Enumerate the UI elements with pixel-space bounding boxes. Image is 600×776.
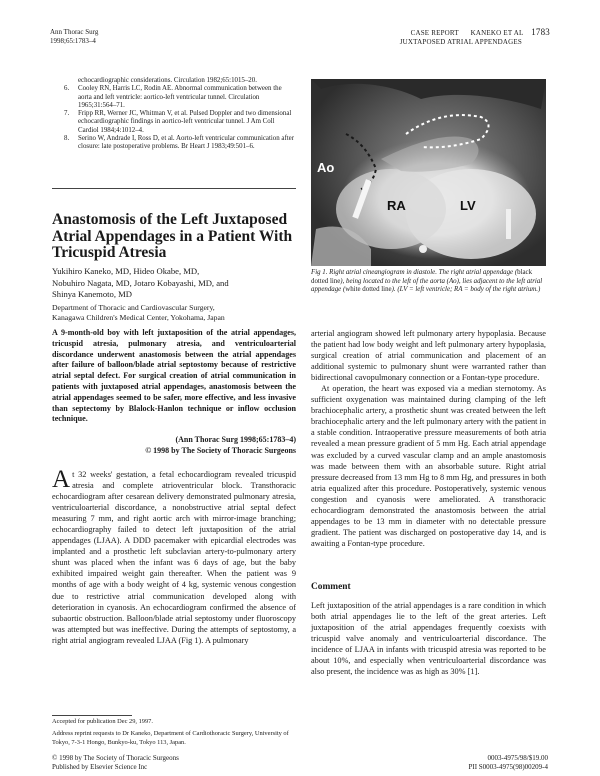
article-authors: Yukihiro Kaneko, MD, Hideo Okabe, MD, Nobuhiro Nagata, MD, Jotaro Kobayashi, MD, and Shinya Kanemoto, MD bbox=[52, 266, 229, 299]
article-affiliation: Department of Thoracic and Cardiovascular Surgery, Kanagawa Children's Medical Center, Yokohama, Japan bbox=[52, 303, 225, 322]
article-citation: (Ann Thorac Surg 1998;65:1783–4) © 1998 by The Society of Thoracic Surgeons bbox=[145, 435, 296, 455]
body-text-right bbox=[311, 328, 546, 549]
angiogram-figure bbox=[311, 79, 546, 266]
running-header-left bbox=[50, 28, 98, 46]
short-title: JUXTAPOSED ATRIAL APPENDAGES bbox=[399, 38, 522, 46]
reference-item: echocardiographic considerations. Circulation 1982;65:1015–20. bbox=[78, 77, 257, 84]
authors-short: KANEKO ET AL bbox=[470, 29, 524, 37]
paragraph: At operation, the heart was exposed via a median sternotomy. As sufficient oxygenation was maintained during clamping of the left brachiocephalic artery, a prosthetic shunt was created between the left brachiocephalic artery and the left pulmonary artery with the patient in a stable condition. Intraoperative pressure measurements of both atria revealed a mean pressure gradient of 5 mm Hg. Each atrial appendage was excluded by a curved vascular clamp and an ample anastomosis was made between them with an absorbable suture. Right atrial pressure decreased from 13 mm Hg to 8 mm Hg, and pressures in both atria equalized after this procedure. Postoperatively, systemic venous congestion and cyanosis were ameliorated. A transthoracic echocardiogram demonstrated the anastomosis between the atrial appendages to be 13 mm in diameter with no detectable pressure gradient. The patient was discharged on postoperative day 14, and is awaiting a Fontan-type procedure. bbox=[311, 384, 546, 548]
journal-name: Ann Thorac Surg bbox=[50, 28, 99, 36]
reference-item: 6. Cooley RN, Harris LC, Rodin AE. Abnormal communication between the aorta and left ventricle: aortico-left ventricular tunnel. Circulation 1965;31:564–71. bbox=[64, 85, 282, 109]
section-divider bbox=[52, 188, 296, 189]
paragraph: arterial angiogram showed left pulmonary artery hypoplasia. Because the patient had low body weight and left pulmonary artery hypoplasia, surgical creation of atrial communication and placement of an additional systemic to pulmonary shunt were warranted rather than bidirectional cavopulmonary connection or a Fontan-type procedure. bbox=[311, 329, 546, 383]
label-left-ventricle: LV bbox=[460, 198, 476, 213]
accepted-note: Accepted for publication Dec 29, 1997. bbox=[52, 718, 153, 725]
footer-right: 0003-4975/98/$19.00 PII S0003-4975(98)00209-4 bbox=[468, 754, 548, 771]
comment-paragraph: Left juxtaposition of the atrial appendages is a rare condition in which both atrial appendages lie to the left of the great arteries. Left juxtaposition of the atrial appendages frequently coexists with tricuspid valve anomaly and ventriculoarterial discordance. The incidence of LJAA in infants with tricuspid atresia was reported to be about 10%, and especially when ventriculoarterial discordance was also present, the incidence was as high as 30% [1]. bbox=[311, 601, 546, 677]
drop-cap: A bbox=[52, 466, 71, 493]
reference-item: 8. Serino W, Andrade I, Ross D, et al. Aorto-left ventricular communication after closure: late postoperative problems. Br Heart J 1983;49:501–6. bbox=[64, 135, 295, 151]
journal-volume: 1998;65:1783–4 bbox=[50, 37, 96, 45]
figure-caption: Fig 1. Right atrial cineangiogram in diastole. The right atrial appendage (black dotted line), being located to the left of the aorta (Ao), lies adjacent to the left atrial appendage (white dotted line). (LV = left ventricle; RA = body of the right atrium.) bbox=[311, 269, 543, 294]
page-number: 1783 bbox=[531, 27, 550, 37]
references-list bbox=[52, 77, 296, 152]
reprint-address: Address reprint requests to Dr Kaneko, Department of Cardiothoracic Surgery, University of Tokyo, 7-3-1 Hongo, Bunkyo-ku, Tokyo 113, Japan. bbox=[52, 730, 289, 746]
section-heading-comment: Comment bbox=[311, 582, 351, 592]
angiogram-image bbox=[311, 79, 546, 266]
article-abstract: A 9-month-old boy with left juxtaposition of the atrial appendages, tricuspid atresia, pulmonary atresia, and ventriculoarterial discordance underwent anastomosis between the atrial appendages after failure of balloon/blade atrial septostomy because of restrictive atrial septal defect. For surgical creation of atrial communication in patients with juxtaposed atrial appendages, anastomosis between the atrial appendages seemed to be safer, more effective, and less invasive than septectomy by Blalock-Hanlon technique or inflow occlusion technique. bbox=[52, 328, 296, 424]
label-aorta: Ao bbox=[317, 160, 335, 175]
footnote-rule bbox=[52, 715, 132, 716]
body-text-left: At 32 weeks' gestation, a fetal echocardiogram revealed tricuspid atresia and complete atrioventricular block. Transthoracic echocardiogram after cesarean delivery demonstrated pulmonary atresia, ventriculoarterial discordance, a nonobstructive atrial septal defect measuring 7 mm, and right aortic arch with mirror-image branching; echocardiography failed to detect left juxtaposition of the atrial appendages (LJAA). A DDD pacemaker with epicardial electrodes was implanted and a prosthetic left subclavian artery-to-pulmonary artery shunt was placed when the infant was 6 days of age, but the baby exhibited impaired weight gain thereafter. When the patient was 9 months of age with a body weight of 4 kg, systemic venous congestion due to restrictive atrial communication developed along with deterioration in cyanosis. An echocardiogram confirmed the absence of subaortic obstruction. Balloon/blade atrial septostomy under fluoroscopy was attempted but was ineffective. During the attempts of septostomy, a right atrial angiogram revealed LJAA (Fig 1). A pulmonary bbox=[52, 466, 296, 645]
reference-item: 7. Fripp RR, Werner JC, Whitman V, et al. Pulsed Doppler and two dimensional echocardiographic findings in aortico-left ventricular tunnel. J Am Coll Cardiol 1984;4:1012–4. bbox=[64, 110, 292, 134]
label-right-atrium: RA bbox=[387, 198, 406, 213]
section-label: CASE REPORT bbox=[410, 29, 459, 37]
article-title: Anastomosis of the Left Juxtaposed Atrial Appendages in a Patient With Tricuspid Atresia bbox=[52, 211, 293, 261]
running-header-right bbox=[400, 28, 550, 47]
footer-left: © 1998 by The Society of Thoracic Surgeons Published by Elsevier Science Inc bbox=[52, 754, 179, 771]
